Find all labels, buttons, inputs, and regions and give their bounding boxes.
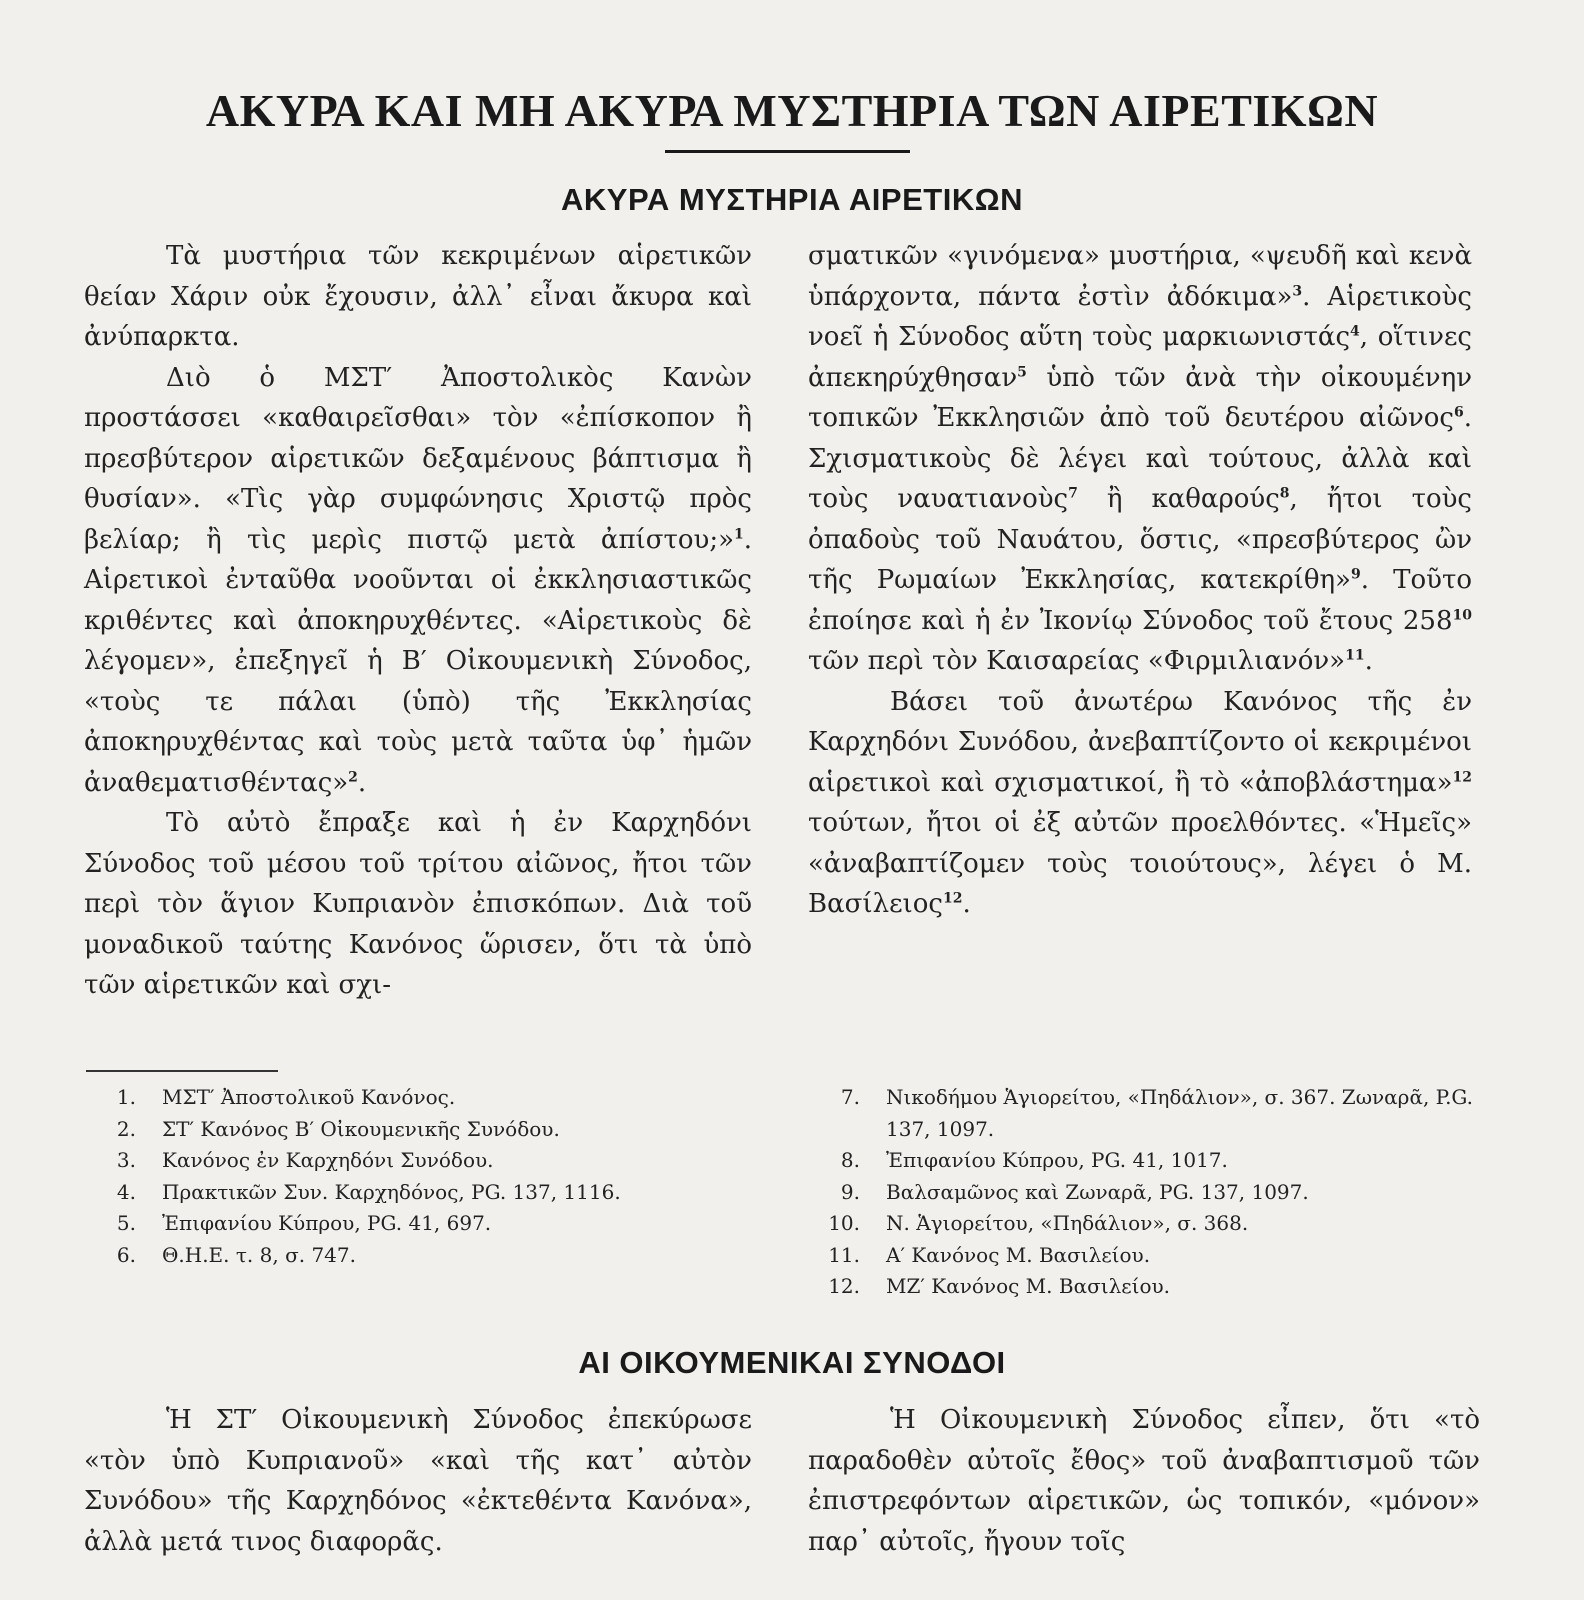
footnote-divider — [86, 1070, 278, 1072]
footnote-item: 8. Ἐπιφανίου Κύπρου, PG. 41, 1017. — [840, 1148, 1228, 1172]
paragraph: Ἡ ΣΤ′ Οἰκουμενικὴ Σύνοδος ἐπεκύρωσε «τὸν ὑπὸ Κυπριανοῦ» «καὶ τῆς κατ᾽ αὐτὸν Συνόδου» τῆς Καρχηδόνος «ἐκτεθέντα Κανόνα», ἀλλὰ μετά τινος διαφορᾶς. — [84, 1405, 752, 1557]
footnote-item: 2. ΣΤ′ Κανόνος Β′ Οἰκουμενικῆς Συνόδου. — [116, 1116, 560, 1141]
section1-left-column — [84, 236, 752, 1006]
section1-right-column — [808, 236, 1472, 925]
footnote-ref[interactable]: 1 — [733, 525, 744, 542]
footnote-item: 1. ΜΣΤ′ Ἀποστολικοῦ Κανόνος. — [116, 1085, 456, 1109]
page-title: ΑΚΥΡΑ ΚΑΙ ΜΗ ΑΚΥΡΑ ΜΥΣΤΗΡΙΑ ΤΩΝ ΑΙΡΕΤΙΚΩΝ — [205, 85, 1379, 136]
footnote-ref[interactable]: 4 — [1350, 323, 1360, 340]
section2-left-column — [84, 1400, 752, 1562]
paragraph: Ἡ Οἰκουμενικὴ Σύνοδος εἶπεν, ὅτι «τὸ παραδοθὲν αὐτοῖς ἔθος» τοῦ ἀναβαπτισμοῦ τῶν ἐπιστρεφόντων αἱρετικῶν, ὡς τοπικόν, «μόνον» παρ᾽ αὐτοῖς, ἤγουν τοῖς — [808, 1405, 1480, 1557]
footnote-ref[interactable]: 5 — [1017, 363, 1027, 380]
section-title-oikoumenikai: ΑΙ ΟΙΚΟΥΜΕΝΙΚΑΙ ΣΥΝΟΔΟΙ — [578, 1345, 1006, 1380]
paragraph: Τὰ μυστήρια τῶν κεκριμένων αἱρετικῶν θείαν Χάριν οὐκ ἔχουσιν, ἀλλ᾽ εἶναι ἄκυρα καὶ ἀνύπαρκτα. — [84, 241, 752, 352]
footnote-ref[interactable]: 10 — [1452, 606, 1472, 623]
footnote-ref[interactable]: 3 — [1292, 282, 1303, 299]
footnote-item: 9. Βαλσαμῶνος καὶ Ζωναρᾶ, PG. 137, 1097. — [840, 1179, 1309, 1204]
footnote-item: 4. Πρακτικῶν Συν. Καρχηδόνος, PG. 137, 1116. — [116, 1179, 621, 1204]
paragraph: σματικῶν «γινόμενα» μυστήρια, «ψευδῆ καὶ κενὰ ὑπάρχοντα, πάντα ἐστὶν ἀδόκιμα»$^3$. Αἱρετικοὺς νοεῖ ἡ Σύνοδος αὕτη τοὺς μαρκιωνιστάς$^4$, οἵτινες ἀπεκηρύχθησαν$^5$ ὑπὸ τῶν ἀνὰ τὴν οἰκουμένην τοπικῶν Ἐκκλησιῶν ἀπὸ τοῦ δευτέρου αἰῶνος$^6$. Σχισματικοὺς δὲ λέγει καὶ τούτους, ἀλλὰ καὶ τοὺς ναυατιανοὺς$^7$ ἢ καθαρούς$^8$, ἤτοι τοὺς ὀπαδοὺς τοῦ Ναυάτου, ὅστις, «πρεσβύτερος ὢν τῆς Ρωμαίων Ἐκκλησίας, κατεκρίθη»$^9$. Τοῦτο ἐποίησε καὶ ἡ ἐν Ἰκονίῳ Σύνοδος τοῦ ἔτους $258^{10}$ τῶν περὶ τὸν Καισαρείας «Φιρμιλιανόν»$^{11}$. — [808, 241, 1472, 676]
footnote-ref[interactable]: 12 — [1452, 768, 1472, 785]
footnote-item: 6. Θ.Η.Ε. τ. 8, σ. 747. — [116, 1242, 356, 1267]
title-underline — [665, 150, 910, 153]
footnote-ref[interactable]: 7 — [1068, 485, 1078, 502]
footnote-item: 7. Νικοδήμου Ἁγιορείτου, «Πηδάλιον», σ. 367. Ζωναρᾶ, P.G. 137, 1097. — [840, 1085, 1474, 1141]
footnote-ref[interactable]: 12 — [942, 890, 963, 907]
footnote-item: 11. Α′ Κανόνος Μ. Βασιλείου. — [828, 1242, 1151, 1267]
footnote-ref[interactable]: 2 — [348, 768, 358, 785]
footnote-item: 5. Ἐπιφανίου Κύπρου, PG. 41, 697. — [116, 1211, 492, 1235]
paragraph: Βάσει τοῦ ἀνωτέρω Κανόνος τῆς ἐν Καρχηδόνι Συνόδου, ἀνεβαπτίζοντο οἱ κεκριμένοι αἱρετικοὶ καὶ σχισματικοί, ἢ τὸ «ἀποβλάστημα»$^{12}$ τούτων, ἤτοι οἱ ἐξ αὐτῶν προελθόντες. «Ἡμεῖς» «ἀναβαπτίζομεν τοὺς τοιούτους», λέγει ὁ Μ. Βασίλειος$^{12}$. — [808, 686, 1472, 919]
footnote-ref[interactable]: 6 — [1453, 404, 1464, 421]
paragraph: Διὸ ὁ ΜΣΤ′ Ἀποστολικὸς Κανὼν προστάσσει «καθαιρεῖσθαι» τὸν «ἐπίσκοπον ἢ πρεσβύτερον αἱρετικῶν δεξαμένους βάπτισμα ἢ θυσίαν». «Τὶς γὰρ συμφώνησις Χριστῷ πρὸς βελίαρ; ἢ τὶς μερὶς πιστῷ μετὰ ἀπίστου;»$^1$. Αἱρετικοὶ ἐνταῦθα νοοῦνται οἱ ἐκκλησιαστικῶς κριθέντες καὶ ἀποκηρυχθέντες. «Αἱρετικοὺς δὲ λέγομεν», ἐπεξηγεῖ ἡ Β′ Οἰκουμενικὴ Σύνοδος, «τοὺς τε πάλαι (ὑπὸ) τῆς Ἐκκλησίας ἀποκηρυχθέντας καὶ τοὺς μετὰ ταῦτα ὑφ᾽ ἡμῶν ἀναθεματισθέντας»$^2$. — [84, 362, 752, 798]
footnote-item: 10. Ν. Ἁγιορείτου, «Πηδάλιον», σ. 368. — [828, 1211, 1249, 1235]
footnote-ref[interactable]: 8 — [1279, 485, 1290, 502]
footnotes-left — [84, 1082, 756, 1271]
footnote-ref[interactable]: 9 — [1350, 566, 1361, 583]
section-title-akyra: ΑΚΥΡΑ ΜΥΣΤΗΡΙΑ ΑΙΡΕΤΙΚΩΝ — [561, 182, 1023, 217]
footnote-item: 12. ΜΖ′ Κανόνος Μ. Βασιλείου. — [828, 1274, 1171, 1298]
section2-right-column — [808, 1400, 1480, 1562]
footnote-ref[interactable]: 11 — [1345, 647, 1365, 664]
footnotes-right — [808, 1082, 1498, 1303]
paragraph: Τὸ αὐτὸ ἔπραξε καὶ ἡ ἐν Καρχηδόνι Σύνοδος τοῦ μέσου τοῦ τρίτου αἰῶνος, ἤτοι τῶν περὶ τὸν ἅγιον Κυπριανὸν ἐπισκόπων. Διὰ τοῦ μοναδικοῦ ταύτης Κανόνος ὥρισεν, ὅτι τὰ ὑπὸ τῶν αἱρετικῶν καὶ σχι- — [84, 808, 752, 1000]
footnote-item: 3. Κανόνος ἐν Καρχηδόνι Συνόδου. — [116, 1148, 494, 1172]
